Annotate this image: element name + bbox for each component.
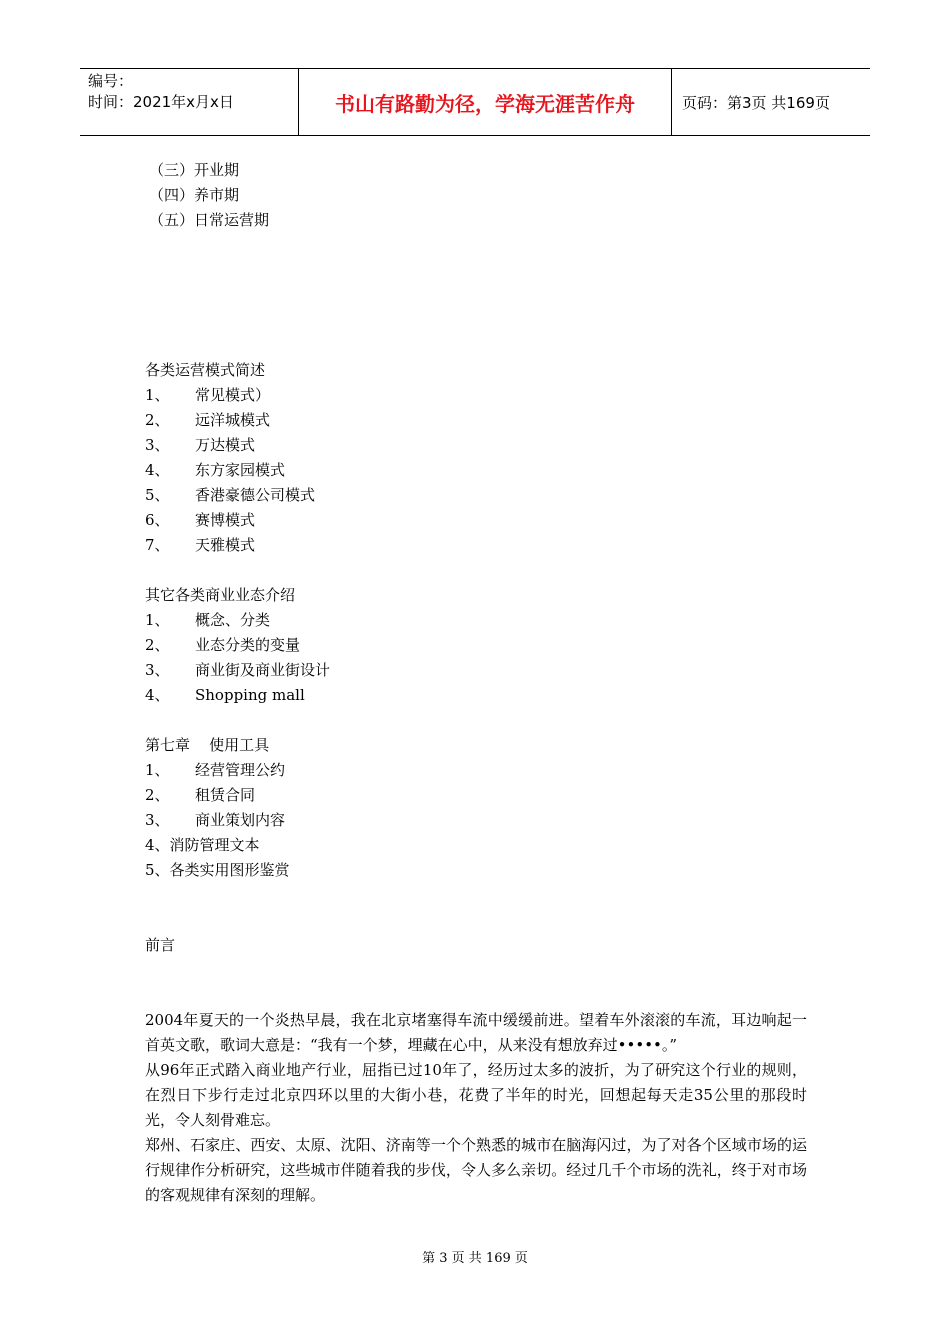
- paragraph: 从96年正式踏入商业地产行业，屈指已过10年了，经历过太多的波折，为了研究这个行业的规则，在烈日下步行走过北京四环以里的大街小巷，花费了半年的时光，回想起每天走35公里的那段时光，令人刻骨难忘。: [145, 1061, 807, 1129]
- page-header: [80, 68, 870, 136]
- document-body: [145, 158, 807, 1208]
- section-title: 其它各类商业业态介绍: [145, 586, 296, 604]
- list-item: 2、 远洋城模式: [145, 411, 271, 429]
- preface-body: [145, 1008, 807, 1208]
- list-item: 3、 万达模式: [145, 436, 256, 454]
- stage-item: （三）开业期: [149, 161, 240, 179]
- section-title: 第七章 使用工具: [145, 736, 270, 754]
- list-item: 6、 赛博模式: [145, 511, 256, 529]
- paragraph: 郑州、石家庄、西安、太原、沈阳、济南等一个个熟悉的城市在脑海闪过，为了对各个区域市场的运行规律作分析研究，这些城市伴随着我的步伐，令人多么亲切。经过几千个市场的洗礼，终于对市场的客观规律有深刻的理解。: [145, 1136, 807, 1204]
- list-item: 1、 概念、分类: [145, 611, 271, 629]
- list-item: 3、 商业街及商业街设计: [145, 661, 331, 679]
- list-item: 2、 租赁合同: [145, 786, 256, 804]
- stage-item: （四）养市期: [149, 186, 240, 204]
- list-item: 1、 经营管理公约: [145, 761, 286, 779]
- time-label: 时间：2021年x月x日: [88, 93, 234, 111]
- list-item: 4、消防管理文本: [145, 836, 260, 854]
- serial-label: 编号：: [88, 72, 134, 90]
- list-item: 3、 商业策划内容: [145, 811, 286, 829]
- paragraph: 2004年夏天的一个炎热早晨，我在北京堵塞得车流中缓缓前进。望着车外滚滚的车流，耳边响起一首英文歌，歌词大意是：“我有一个梦，埋藏在心中，从来没有想放弃过•••••。”: [145, 1011, 807, 1054]
- list-item: 1、 常见模式）: [145, 386, 271, 404]
- stage-list: [145, 158, 807, 233]
- list-item: 5、 香港豪德公司模式: [145, 486, 316, 504]
- list-item: 4、 东方家园模式: [145, 461, 286, 479]
- section-tools: [145, 733, 807, 883]
- section-formats: [145, 583, 807, 708]
- list-item: 7、 天雅模式: [145, 536, 256, 554]
- header-page-info: 页码：第3页 共169页: [682, 93, 830, 112]
- list-item: 4、 Shopping mall: [145, 686, 305, 704]
- stage-item: （五）日常运营期: [149, 211, 270, 229]
- page-footer: 第 3 页 共 169 页: [422, 1251, 528, 1266]
- header-motto: 书山有路勤为径，学海无涯苦作舟: [299, 69, 672, 135]
- section-title: 各类运营模式简述: [145, 361, 266, 379]
- list-item: 5、各类实用图形鉴赏: [145, 861, 290, 879]
- preface-title: 前言: [145, 936, 176, 954]
- section-ops: [145, 358, 807, 558]
- list-item: 2、 业态分类的变量: [145, 636, 301, 654]
- header-meta: [80, 69, 299, 135]
